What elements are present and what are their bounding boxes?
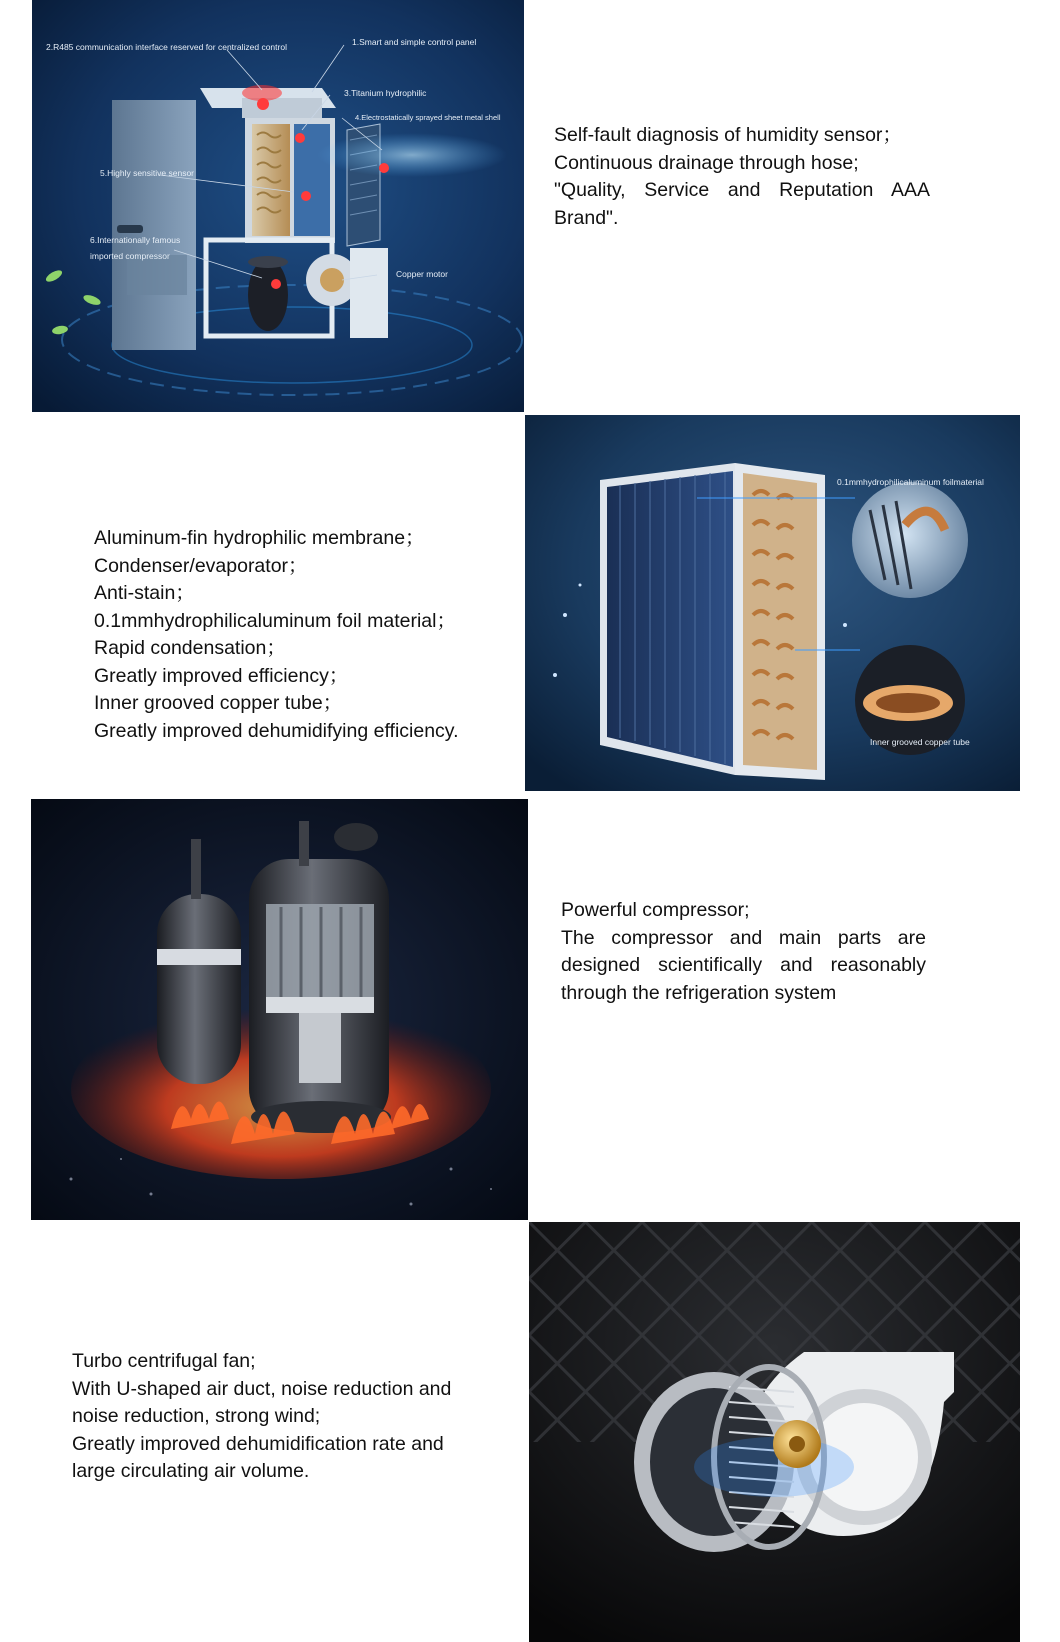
callout-sheet-metal: 4.Electrostatically sprayed sheet metal shell bbox=[355, 113, 501, 122]
callout-compressor-line1: 6.Internationally famous bbox=[90, 235, 181, 245]
section1-text bbox=[554, 122, 930, 232]
callout-inner-grooved-tube: Inner grooved copper tube bbox=[870, 737, 970, 747]
text-line: Anti-stain； bbox=[94, 582, 195, 604]
text-line: Powerful compressor; bbox=[561, 899, 750, 921]
section2-text bbox=[94, 525, 514, 745]
section4-text bbox=[72, 1348, 492, 1486]
text-line: Condenser/evaporator； bbox=[94, 554, 308, 577]
callout-titanium: 3.Titanium hydrophilic bbox=[344, 88, 427, 98]
centrifugal-fan-image bbox=[529, 1222, 1020, 1642]
text-line: Rapid condensation； bbox=[94, 637, 286, 659]
callout-control-panel: 1.Smart and simple control panel bbox=[352, 37, 477, 47]
callout-aluminum-foil: 0.1mmhydrophilicaluminum foilmaterial bbox=[837, 477, 984, 487]
text-line: Greatly improved dehumidifying efficiency. bbox=[94, 719, 459, 742]
callout-r485-interface: 2.R485 communication interface reserved for centralized control bbox=[46, 42, 287, 52]
text-line: "Quality, Service and Reputation AAA Brand". bbox=[554, 179, 930, 229]
compressor-image bbox=[31, 799, 528, 1220]
text-line: The compressor and main parts are designed scientifically and reasonably through the refrigeration system bbox=[561, 926, 926, 1004]
dehumidifier-exploded-view-image bbox=[32, 0, 524, 412]
callout-compressor-line2: imported compressor bbox=[90, 251, 170, 261]
text-line: With U-shaped air duct, noise reduction and noise reduction, strong wind; bbox=[72, 1377, 452, 1427]
text-line: Inner grooved copper tube； bbox=[94, 692, 343, 714]
callout-copper-motor: Copper motor bbox=[396, 269, 448, 279]
text-line: Turbo centrifugal fan; bbox=[72, 1350, 256, 1372]
text-line: Greatly improved dehumidification rate and large circulating air volume. bbox=[72, 1432, 444, 1482]
section3-text bbox=[561, 897, 926, 1007]
text-line: 0.1mmhydrophilicaluminum foil material； bbox=[94, 609, 456, 632]
text-line: Self-fault diagnosis of humidity sensor； bbox=[554, 124, 902, 146]
text-line: Continuous drainage through hose; bbox=[554, 151, 859, 174]
callout-sensor: 5.Highly sensitive sensor bbox=[100, 168, 195, 178]
text-line: Aluminum-fin hydrophilic membrane； bbox=[94, 527, 425, 549]
text-line: Greatly improved efficiency； bbox=[94, 664, 349, 687]
condenser-coil-image bbox=[525, 415, 1020, 791]
